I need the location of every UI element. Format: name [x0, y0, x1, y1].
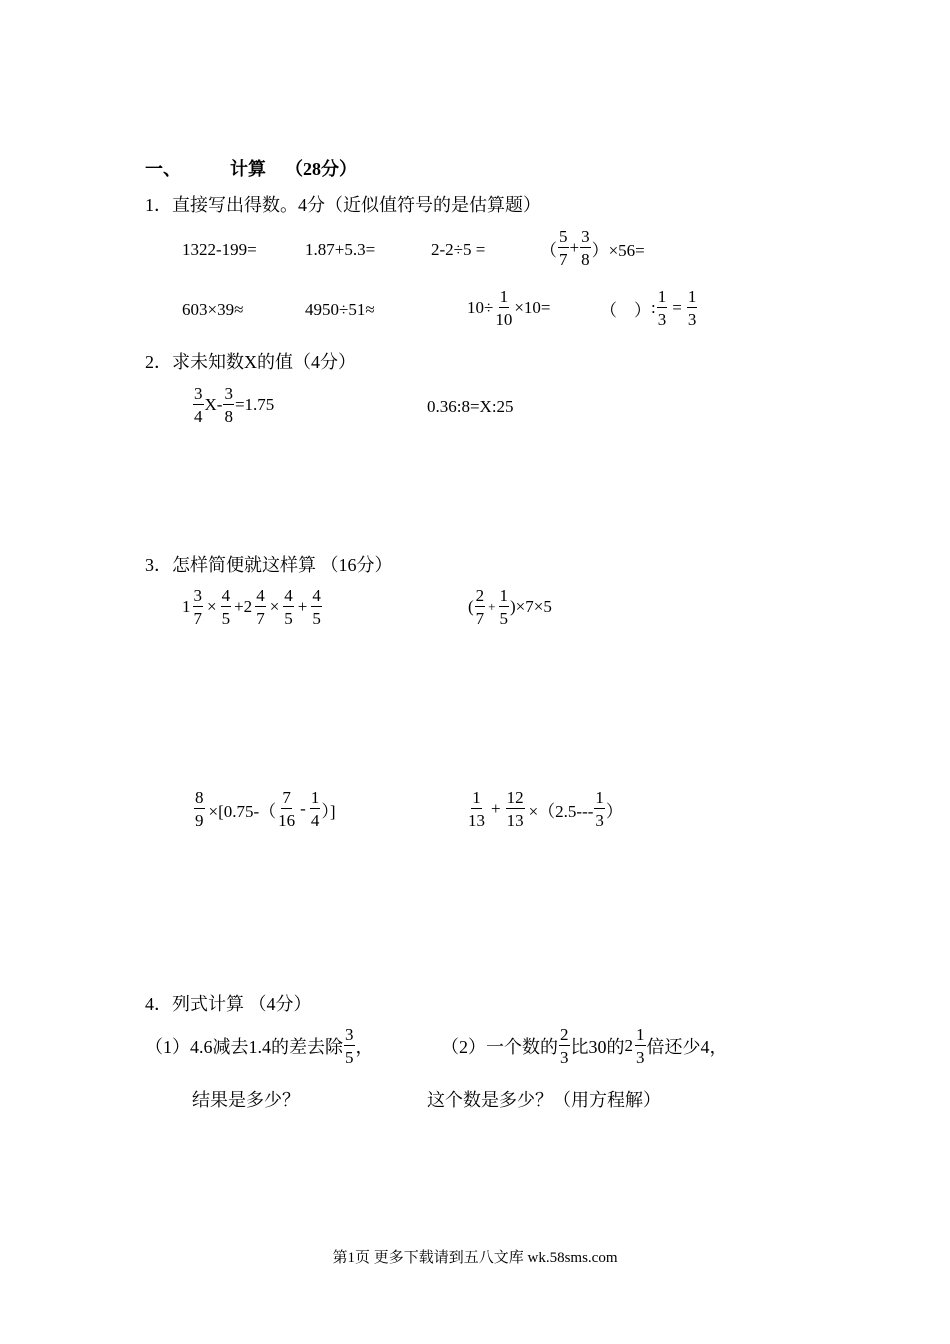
part-text: 比30的 — [570, 1037, 625, 1057]
q3-expression-2 — [468, 587, 552, 627]
fraction: $\frac{12}{13}$ — [506, 788, 524, 830]
plus-sign: + — [297, 597, 308, 616]
expr-mid: ×[0.75-（ — [208, 801, 277, 821]
part-text: ， — [355, 1037, 374, 1057]
expr-mid: X- — [204, 395, 223, 414]
plus-sign: + — [491, 799, 501, 818]
section-title: 计算 — [230, 159, 266, 179]
section-heading — [145, 155, 357, 181]
fraction: $\frac{1}{13}$ — [468, 788, 485, 830]
fraction: $\frac{4}{5}$ — [312, 586, 321, 628]
paren-open: ( — [468, 597, 474, 616]
q3-title: 3．怎样简便就这样算 （16分） — [145, 555, 393, 575]
part-text: （1）4.6减去1.4的差去除 — [145, 1037, 343, 1057]
fraction: $\frac{1}{3}$ — [687, 287, 697, 329]
fraction: $\frac{2}{3}$ — [560, 1025, 569, 1067]
plus-whole: +2 — [234, 597, 253, 616]
expr-tail: ）] — [321, 801, 336, 821]
fraction: $\frac{3}{8}$ — [581, 227, 590, 269]
page-footer: 第1页 更多下载请到五八文库 wk.58sms.com — [332, 1250, 618, 1266]
q4-title: 4．列式计算 （4分） — [145, 994, 312, 1014]
q1-item-h — [600, 288, 698, 328]
section-score: （28分） — [285, 159, 357, 179]
part-text: （2）一个数的 — [441, 1037, 558, 1057]
fraction: $\frac{4}{7}$ — [256, 586, 265, 628]
q4-part-1-line2: 结果是多少？ — [192, 1090, 300, 1110]
times-sign: × — [269, 597, 280, 616]
q1-title: 1．直接写出得数。4分（近似值符号的是估算题） — [145, 195, 541, 215]
fraction: $\frac{3}{5}$ — [345, 1025, 354, 1067]
q3-expression-3 — [193, 789, 336, 829]
fraction: $\frac{7}{16}$ — [278, 788, 296, 830]
plus-sign: + — [569, 238, 580, 257]
q1-item-e: 603×39≈ — [182, 300, 244, 319]
plus-sign: + — [488, 599, 496, 614]
fraction: $\frac{4}{5}$ — [284, 586, 293, 628]
paren-open: （ — [540, 240, 557, 260]
q3-expression-1 — [182, 587, 323, 627]
fraction: $\frac{2}{7}$ — [475, 586, 485, 628]
q4-part-2 — [441, 1026, 728, 1066]
q1-item-a: 1322-199= — [182, 240, 257, 259]
equals-sign: = — [672, 298, 682, 317]
fraction: $\frac{1}{4}$ — [310, 788, 320, 830]
minus-sign: - — [300, 799, 306, 818]
section-number: 一、 — [145, 159, 181, 179]
expr-tail: ）×56= — [591, 240, 645, 260]
q1-item-c: 2-2÷5 = — [431, 240, 486, 259]
fraction: $\frac{1}{10}$ — [495, 287, 513, 329]
q1-item-d — [540, 228, 645, 268]
fraction: $\frac{3}{7}$ — [193, 586, 202, 628]
q2-equation-2: 0.36:8=X:25 — [427, 397, 514, 416]
expr-tail: )×7×5 — [510, 597, 552, 616]
fraction: $\frac{1}{3}$ — [636, 1025, 645, 1067]
q1-item-b: 1.87+5.3= — [305, 240, 376, 259]
expr-tail: ） — [605, 801, 623, 821]
q4-part-1 — [145, 1026, 374, 1066]
expr-head: 10÷ — [467, 298, 494, 317]
q3-expression-4 — [466, 789, 623, 829]
whole-number: 1 — [182, 597, 191, 616]
colon: : — [651, 298, 656, 317]
q4-part-2-line2: 这个数是多少？（用方程解） — [427, 1090, 661, 1110]
fraction: $\frac{1}{3}$ — [595, 788, 604, 830]
fraction: $\frac{1}{5}$ — [499, 586, 509, 628]
fraction: $\frac{8}{9}$ — [195, 788, 204, 830]
fraction: $\frac{1}{3}$ — [657, 287, 667, 329]
q2-equation-1 — [192, 385, 274, 425]
expr-tail: ×10= — [514, 298, 551, 317]
fraction: $\frac{5}{7}$ — [559, 227, 568, 269]
expr-tail: =1.75 — [234, 395, 275, 414]
times-sign: × — [207, 597, 217, 616]
part-text: 倍还少4， — [646, 1037, 728, 1057]
blank-parens: （ ） — [600, 300, 651, 320]
whole-number: 2 — [624, 1036, 633, 1055]
q2-title: 2．求未知数X的值（4分） — [145, 352, 356, 372]
q1-item-f: 4950÷51≈ — [305, 300, 375, 319]
fraction: $\frac{4}{5}$ — [221, 586, 231, 628]
expr-mid: ×（2.5--- — [528, 801, 594, 821]
fraction: $\frac{3}{8}$ — [224, 384, 233, 426]
fraction: $\frac{3}{4}$ — [194, 384, 203, 426]
q1-item-g — [467, 288, 551, 328]
